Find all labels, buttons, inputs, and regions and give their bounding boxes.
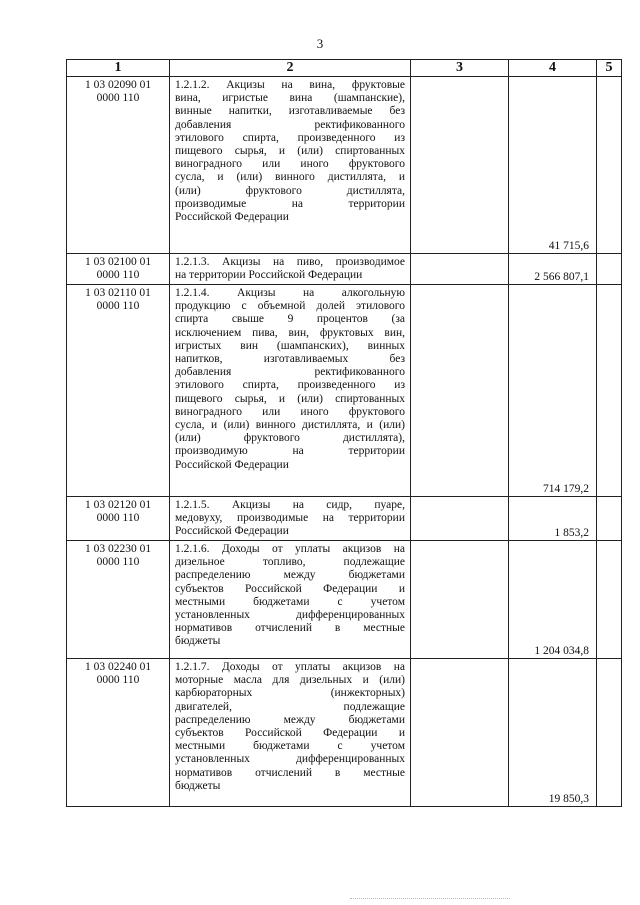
amount-value: 1 204 034,8	[534, 645, 589, 657]
scan-artifact-mark	[350, 898, 510, 902]
description-line: этилового спирта, произведенного из	[175, 131, 405, 144]
budget-code-line: 0000 110	[96, 674, 140, 687]
budget-code-line: 0000 110	[96, 556, 140, 569]
description-line: добавления ректификованного	[175, 118, 405, 131]
description-line: нормативов отчислений в местные	[175, 622, 405, 635]
amount-cell	[509, 254, 597, 285]
description-line: распределению между бюджетами	[175, 569, 405, 582]
description-cell	[170, 659, 411, 807]
description-line: игристых вин (шампанских), винных	[175, 339, 405, 352]
description-line: субъектов Российской Федерации и	[175, 582, 405, 595]
description-line: двигателей, подлежащие	[175, 700, 405, 713]
budget-code-line: 0000 110	[96, 269, 140, 282]
description-line: производимую на территории	[175, 445, 405, 458]
description-cell	[170, 77, 411, 254]
description-line: напитков, изготавливаемых без	[175, 353, 405, 366]
table-row	[67, 497, 622, 541]
description-line: местными бюджетами с учетом	[175, 595, 405, 608]
table-row	[67, 285, 622, 497]
description-line: пищевого сырья, и (или) спиртованных	[175, 392, 405, 405]
column-header-2: 2	[170, 60, 411, 77]
description-line: исключением пива, вин, фруктовых вин,	[175, 326, 405, 339]
budget-code-cell	[67, 254, 170, 285]
amount-cell	[509, 285, 597, 497]
column-3-cell	[411, 285, 509, 497]
page-number: 3	[316, 36, 324, 51]
column-3-cell	[411, 541, 509, 659]
description-line: виноградного или иного фруктового	[175, 158, 405, 171]
description-line: на территории Российской Федерации	[175, 269, 363, 282]
description-line: 1.2.1.6. Доходы от уплаты акцизов на	[175, 543, 405, 555]
description-line: этилового спирта, произведенного из	[175, 379, 405, 392]
table-row	[67, 659, 622, 807]
budget-code-cell	[67, 659, 170, 807]
budget-code-line: 0000 110	[96, 92, 140, 105]
column-3-cell	[411, 77, 509, 254]
column-header-4: 4	[509, 60, 597, 77]
description-line: виноградного или иного фруктового	[175, 405, 405, 418]
column-3-cell	[411, 254, 509, 285]
amount-value: 1 853,2	[554, 527, 589, 539]
description-line: сусла, и (или) винного дистиллята, и (или)	[175, 419, 405, 432]
description-line: установленных дифференцированных	[175, 609, 405, 622]
amount-value: 2 566 807,1	[534, 271, 589, 283]
column-5-cell	[597, 77, 622, 254]
column-5-cell	[597, 497, 622, 541]
description-line: 1.2.1.2. Акцизы на вина, фруктовые	[175, 79, 405, 91]
description-line: (или) фруктового дистиллята),	[175, 432, 405, 445]
column-5-cell	[597, 254, 622, 285]
amount-cell	[509, 659, 597, 807]
description-line: Российской Федерации	[175, 458, 289, 471]
amount-value: 41 715,6	[548, 240, 589, 252]
description-line: медовуху, производимые на территории	[175, 512, 405, 525]
budget-code-cell	[67, 285, 170, 497]
description-line: 1.2.1.7. Доходы от уплаты акцизов на	[175, 661, 405, 673]
description-line: 1.2.1.3. Акцизы на пиво, производимое	[175, 256, 405, 268]
budget-code-line: 1 03 02230 01	[84, 543, 152, 555]
column-header-5: 5	[597, 60, 622, 77]
amount-cell	[509, 541, 597, 659]
amount-value: 714 179,2	[543, 483, 589, 495]
description-line: субъектов Российской Федерации и	[175, 727, 405, 740]
budget-code-line: 1 03 02090 01	[84, 79, 152, 91]
amount-cell	[509, 497, 597, 541]
description-line: Российской Федерации	[175, 211, 289, 224]
amount-cell	[509, 77, 597, 254]
description-line: производимые на территории	[175, 197, 405, 210]
budget-code-cell	[67, 497, 170, 541]
budget-code-line: 0000 110	[96, 300, 140, 313]
description-line: распределению между бюджетами	[175, 713, 405, 726]
description-line: карбюраторных (инжекторных)	[175, 687, 405, 700]
description-line: местными бюджетами с учетом	[175, 740, 405, 753]
description-line: спирта свыше 9 процентов (за	[175, 313, 405, 326]
description-cell	[170, 254, 411, 285]
description-line: 1.2.1.5. Акцизы на сидр, пуаре,	[175, 499, 405, 511]
description-line: бюджеты	[175, 635, 221, 648]
table-row	[67, 541, 622, 659]
description-line: пищевого сырья, и (или) спиртованных	[175, 145, 405, 158]
budget-code-line: 0000 110	[96, 512, 140, 525]
description-cell	[170, 497, 411, 541]
budget-code-line: 1 03 02120 01	[84, 499, 152, 511]
column-5-cell	[597, 541, 622, 659]
column-3-cell	[411, 659, 509, 807]
budget-code-cell	[67, 541, 170, 659]
budget-code-cell	[67, 77, 170, 254]
description-line: 1.2.1.4. Акцизы на алкогольную	[175, 287, 405, 299]
description-line: Российской Федерации	[175, 525, 289, 538]
description-line: сусла, и (или) винного дистиллята, и	[175, 171, 405, 184]
table-row	[67, 77, 622, 254]
column-5-cell	[597, 659, 622, 807]
column-3-cell	[411, 497, 509, 541]
description-line: нормативов отчислений в местные	[175, 766, 405, 779]
column-5-cell	[597, 285, 622, 497]
description-line: добавления ректификованного	[175, 366, 405, 379]
budget-code-line: 1 03 02240 01	[84, 661, 152, 673]
description-line: моторные масла для дизельных и (или)	[175, 674, 405, 687]
budget-code-line: 1 03 02110 01	[85, 287, 151, 299]
table-row	[67, 254, 622, 285]
description-line: винные напитки, изготавливаемые без	[175, 105, 405, 118]
column-header-3: 3	[411, 60, 509, 77]
description-line: бюджеты	[175, 779, 221, 792]
description-line: (или) фруктового дистиллята,	[175, 184, 405, 197]
column-header-1: 1	[67, 60, 170, 77]
description-line: установленных дифференцированных	[175, 753, 405, 766]
revenue-table	[66, 59, 622, 807]
budget-code-line: 1 03 02100 01	[84, 256, 152, 268]
amount-value: 19 850,3	[548, 793, 589, 805]
description-line: дизельное топливо, подлежащие	[175, 556, 405, 569]
description-line: продукцию с объемной долей этилового	[175, 300, 405, 313]
description-cell	[170, 285, 411, 497]
description-line: вина, игристые вина (шампанские),	[175, 92, 405, 105]
table-header-row	[67, 60, 622, 77]
description-cell	[170, 541, 411, 659]
